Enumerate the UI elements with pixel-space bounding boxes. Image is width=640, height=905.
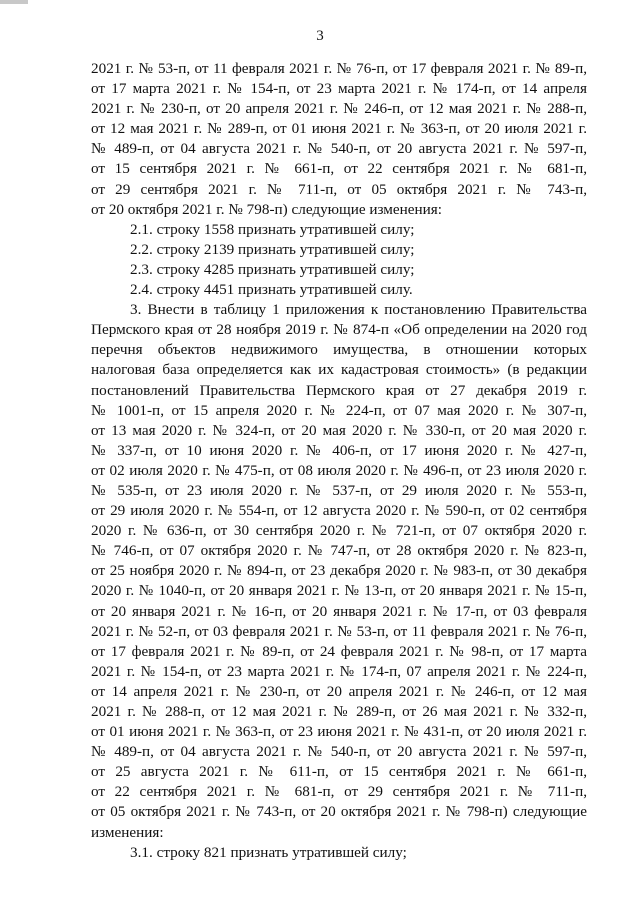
text-line: 2021 г. № 53-п, от 11 февраля 2021 г. № 76-п, от 17 февраля 2021 г. № 89-п, — [91, 60, 587, 77]
text-line: от 17 марта 2021 г. № 154-п, от 23 марта 2021 г. № 174-п, от 14 апреля — [91, 80, 587, 98]
document-body — [91, 59, 587, 863]
text-line: 2.2. строку 2139 признать утратившей силу; — [130, 240, 415, 258]
text-line: 2020 г. № 1040-п, от 20 января 2021 г. № 13-п, от 20 января 2021 г. № 15-п, — [91, 582, 587, 600]
text-line: 2020 г. № 636-п, от 30 сентября 2020 г. № 721-п, от 07 октября 2020 г. — [91, 522, 587, 540]
text-line: № 535-п, от 23 июля 2020 г. № 537-п, от 29 июля 2020 г. № 553-п, — [91, 481, 587, 499]
text-line: 2.3. строку 4285 признать утратившей силу; — [130, 260, 415, 278]
text-line: от 29 сентября 2021 г. № 711-п, от 05 октября 2021 г. № 743-п, — [91, 180, 587, 198]
text-line: от 12 мая 2021 г. № 289-п, от 01 июня 2021 г. № 363-п, от 20 июля 2021 г. — [91, 120, 587, 138]
text-line: от 20 октября 2021 г. № 798-п) следующие изменения: — [91, 200, 442, 218]
text-line: от 15 сентября 2021 г. № 661-п, от 22 сентября 2021 г. № 681-п, — [91, 160, 587, 178]
text-line: 2.1. строку 1558 признать утратившей силу; — [130, 220, 415, 238]
text-line: перечня объектов недвижимого имущества, в отношении которых — [91, 341, 587, 359]
text-line: № 337-п, от 10 июня 2020 г. № 406-п, от 17 июня 2020 г. № 427-п, — [91, 441, 587, 459]
text-line: от 14 апреля 2021 г. № 230-п, от 20 апреля 2021 г. № 246-п, от 12 мая — [91, 682, 587, 700]
text-line: 2021 г. № 52-п, от 03 февраля 2021 г. № 53-п, от 11 февраля 2021 г. № 76-п, — [91, 622, 587, 640]
text-line: 3. Внести в таблицу 1 приложения к постановлению Правительства — [130, 301, 587, 319]
text-line: от 13 мая 2020 г. № 324-п, от 20 мая 2020 г. № 330-п, от 20 мая 2020 г. — [91, 421, 587, 439]
text-line: № 1001-п, от 15 апреля 2020 г. № 224-п, от 07 мая 2020 г. № 307-п, — [91, 401, 587, 419]
text-line: 2021 г. № 288-п, от 12 мая 2021 г. № 289-п, от 26 мая 2021 г. № 332-п, — [91, 703, 587, 720]
text-line: изменения: — [91, 823, 164, 841]
text-line: Пермского края от 28 ноября 2019 г. № 874-п «Об определении на 2020 год — [91, 321, 587, 339]
text-line: от 29 июля 2020 г. № 554-п, от 12 августа 2020 г. № 590-п, от 02 сентября — [91, 502, 587, 520]
text-line: от 01 июня 2021 г. № 363-п, от 23 июня 2021 г. № 431-п, от 20 июля 2021 г. — [91, 723, 587, 741]
page-number: 3 — [316, 28, 324, 44]
text-line: налоговая база определяется как их кадастровая стоимость» (в редакции — [91, 361, 587, 379]
text-line: от 25 ноября 2020 г. № 894-п, от 23 декабря 2020 г. № 983-п, от 30 декабря — [91, 562, 587, 580]
text-line: от 20 января 2021 г. № 16-п, от 20 января 2021 г. № 17-п, от 03 февраля — [91, 602, 587, 620]
text-line: № 489-п, от 04 августа 2021 г. № 540-п, от 20 августа 2021 г. № 597-п, — [91, 140, 587, 158]
text-line: от 02 июля 2020 г. № 475-п, от 08 июля 2020 г. № 496-п, от 23 июля 2020 г. — [91, 461, 587, 479]
text-line: № 489-п, от 04 августа 2021 г. № 540-п, от 20 августа 2021 г. № 597-п, — [91, 743, 587, 761]
text-line: от 05 октября 2021 г. № 743-п, от 20 октября 2021 г. № 798-п) следующие — [91, 803, 587, 821]
text-line: 2021 г. № 154-п, от 23 марта 2021 г. № 174-п, 07 апреля 2021 г. № 224-п, — [91, 662, 587, 680]
text-line: постановлений Правительства Пермского края от 27 декабря 2019 г. — [91, 381, 587, 399]
text-line: от 22 сентября 2021 г. № 681-п, от 29 сентября 2021 г. № 711-п, — [91, 783, 587, 801]
text-line: № 746-п, от 07 октября 2020 г. № 747-п, от 28 октября 2020 г. № 823-п, — [91, 542, 587, 560]
scan-edge-mark — [0, 0, 28, 4]
text-line: 2.4. строку 4451 признать утратившей силу. — [130, 281, 413, 299]
text-line: 2021 г. № 230-п, от 20 апреля 2021 г. № 246-п, от 12 мая 2021 г. № 288-п, — [91, 100, 587, 118]
text-line: от 17 февраля 2021 г. № 89-п, от 24 февраля 2021 г. № 98-п, от 17 марта — [91, 642, 587, 660]
text-line: от 25 августа 2021 г. № 611-п, от 15 сентября 2021 г. № 661-п, — [91, 763, 587, 781]
text-line: 3.1. строку 821 признать утратившей силу; — [130, 843, 407, 861]
